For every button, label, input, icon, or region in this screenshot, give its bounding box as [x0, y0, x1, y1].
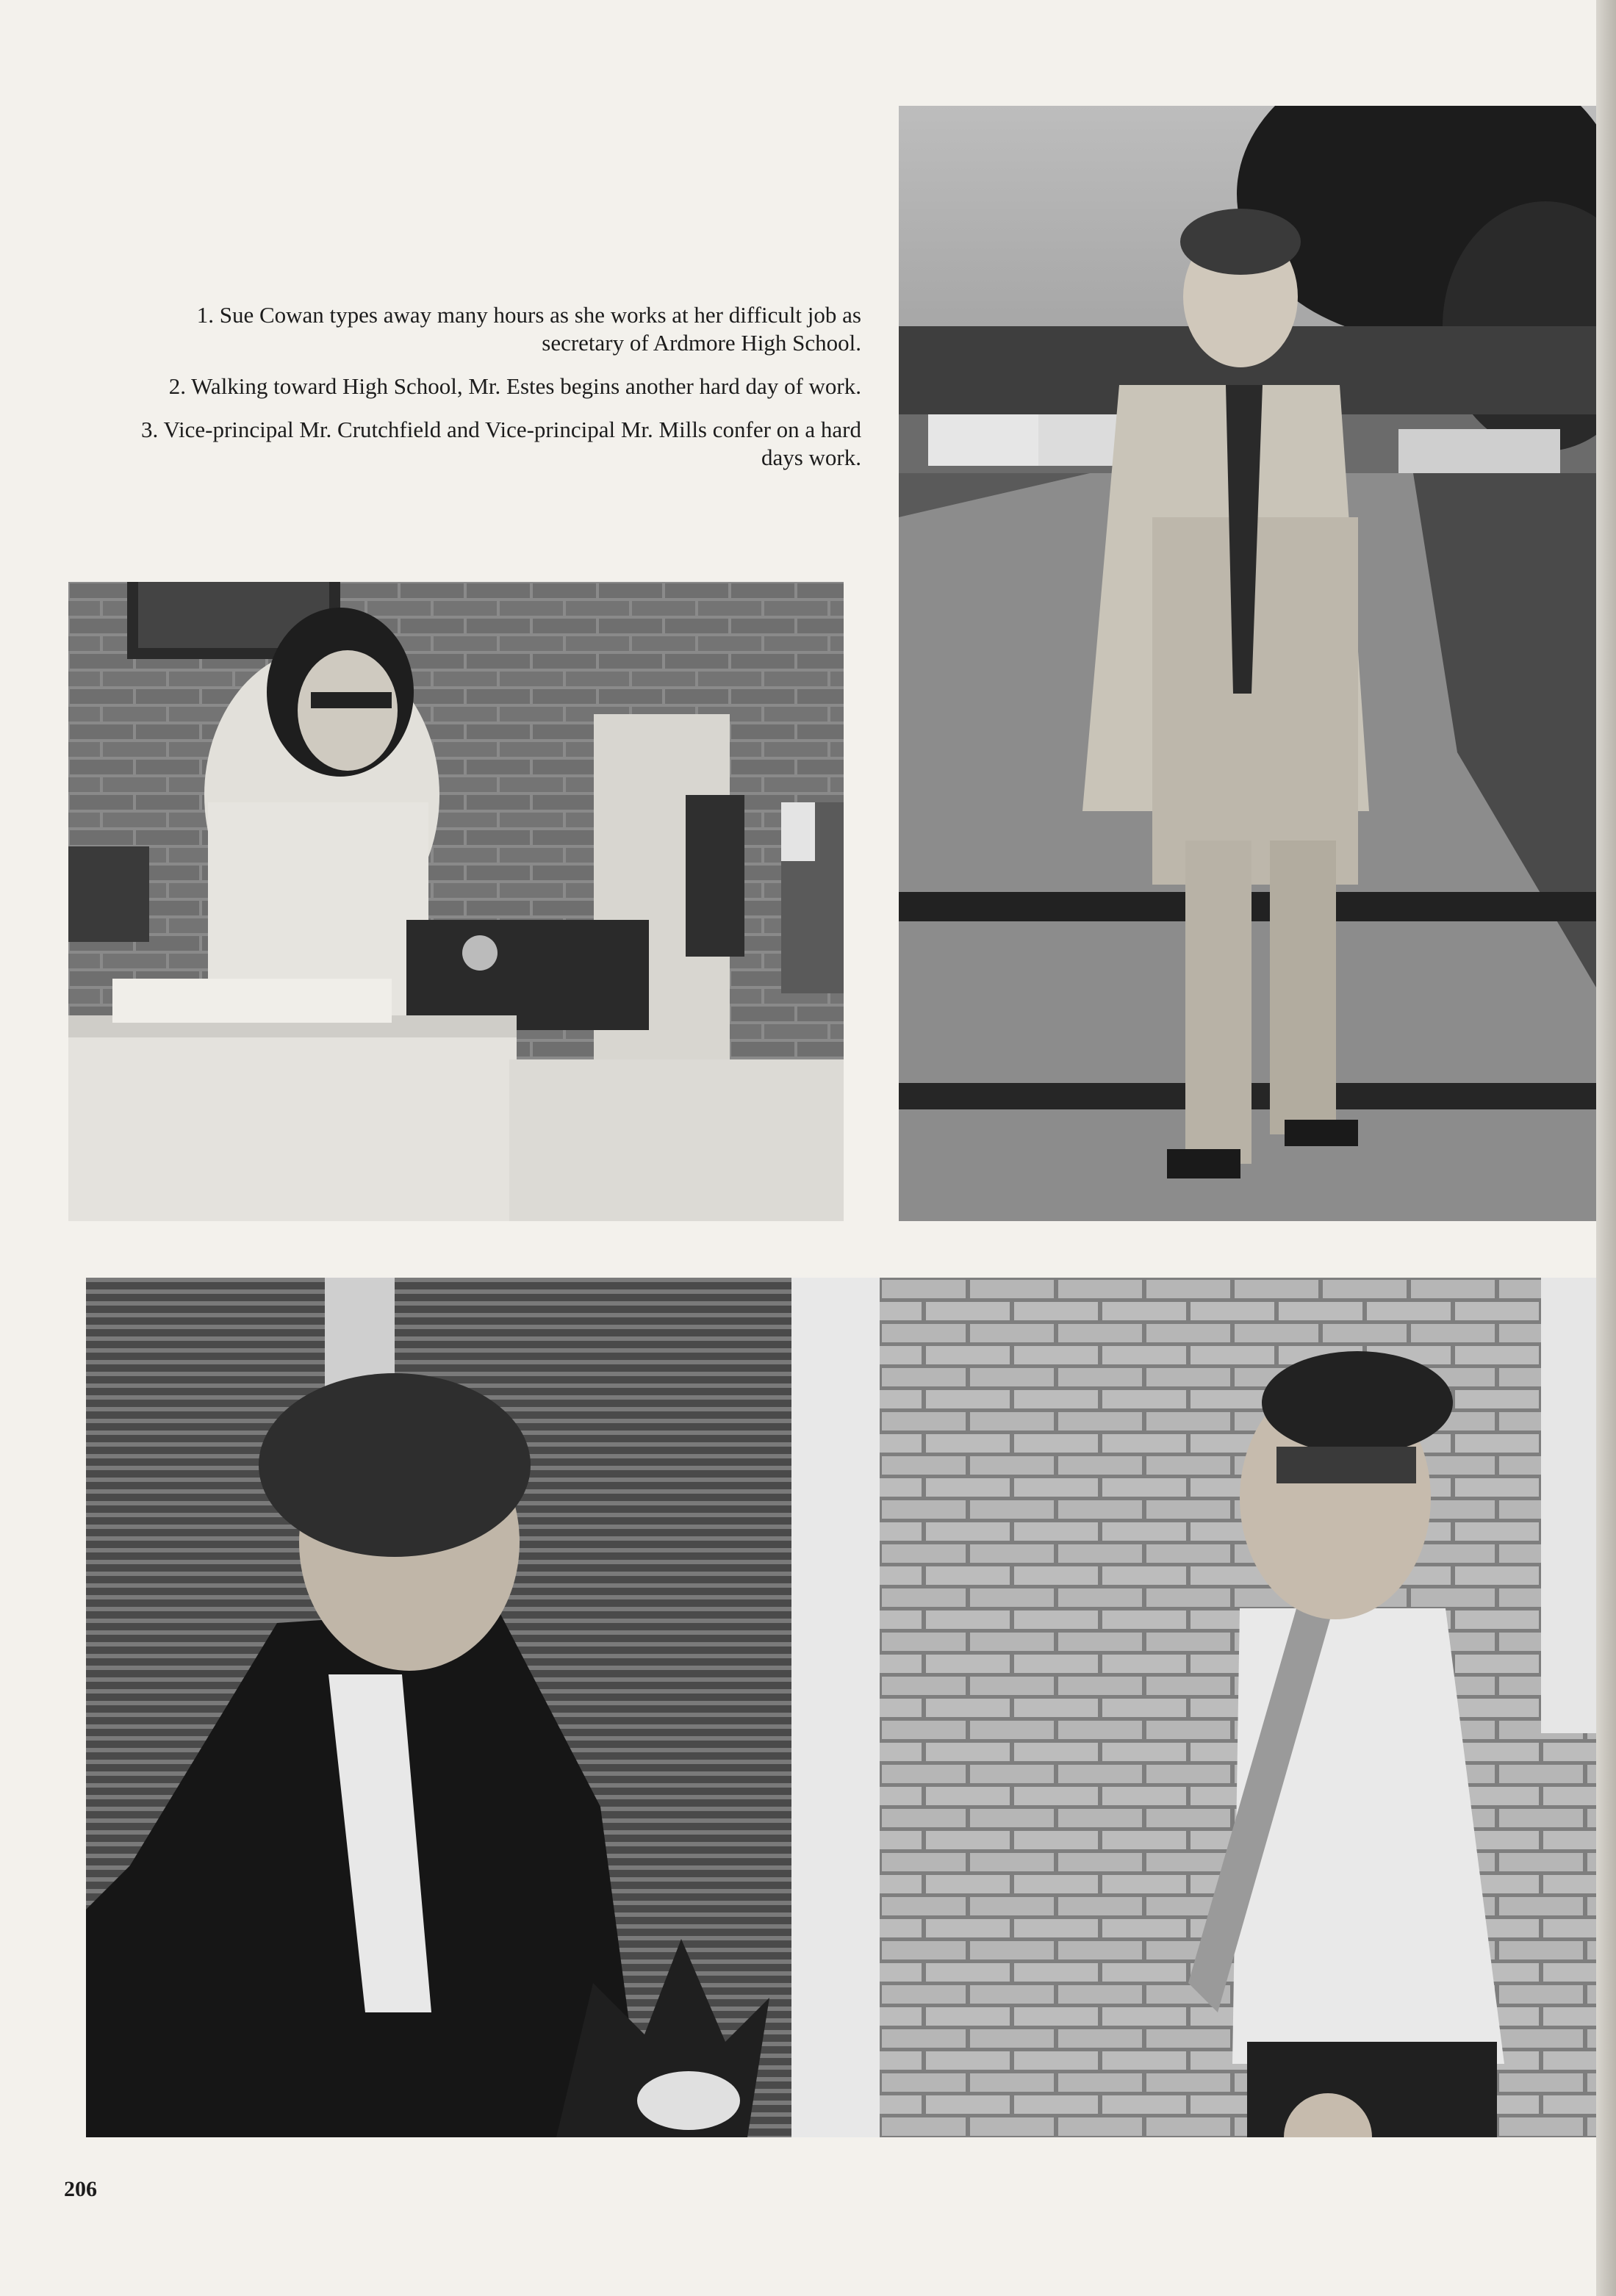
caption-2: 2. Walking toward High School, Mr. Estes begins another hard day of work.	[168, 373, 861, 399]
page-edge-shadow	[1596, 0, 1616, 2296]
photo-secretary-typing	[68, 582, 844, 1221]
page-number: 206	[64, 2177, 97, 2201]
photo-captions	[110, 301, 861, 487]
photo-man-walking	[899, 106, 1596, 1221]
caption-3: 3. Vice-principal Mr. Crutchfield and Vice-principal Mr. Mills confer on a hard days work.	[141, 417, 861, 470]
photo-vice-principals	[86, 1278, 1596, 2137]
caption-1: 1. Sue Cowan types away many hours as she works at her difficult job as secretary of Ardmore High School.	[196, 302, 861, 356]
